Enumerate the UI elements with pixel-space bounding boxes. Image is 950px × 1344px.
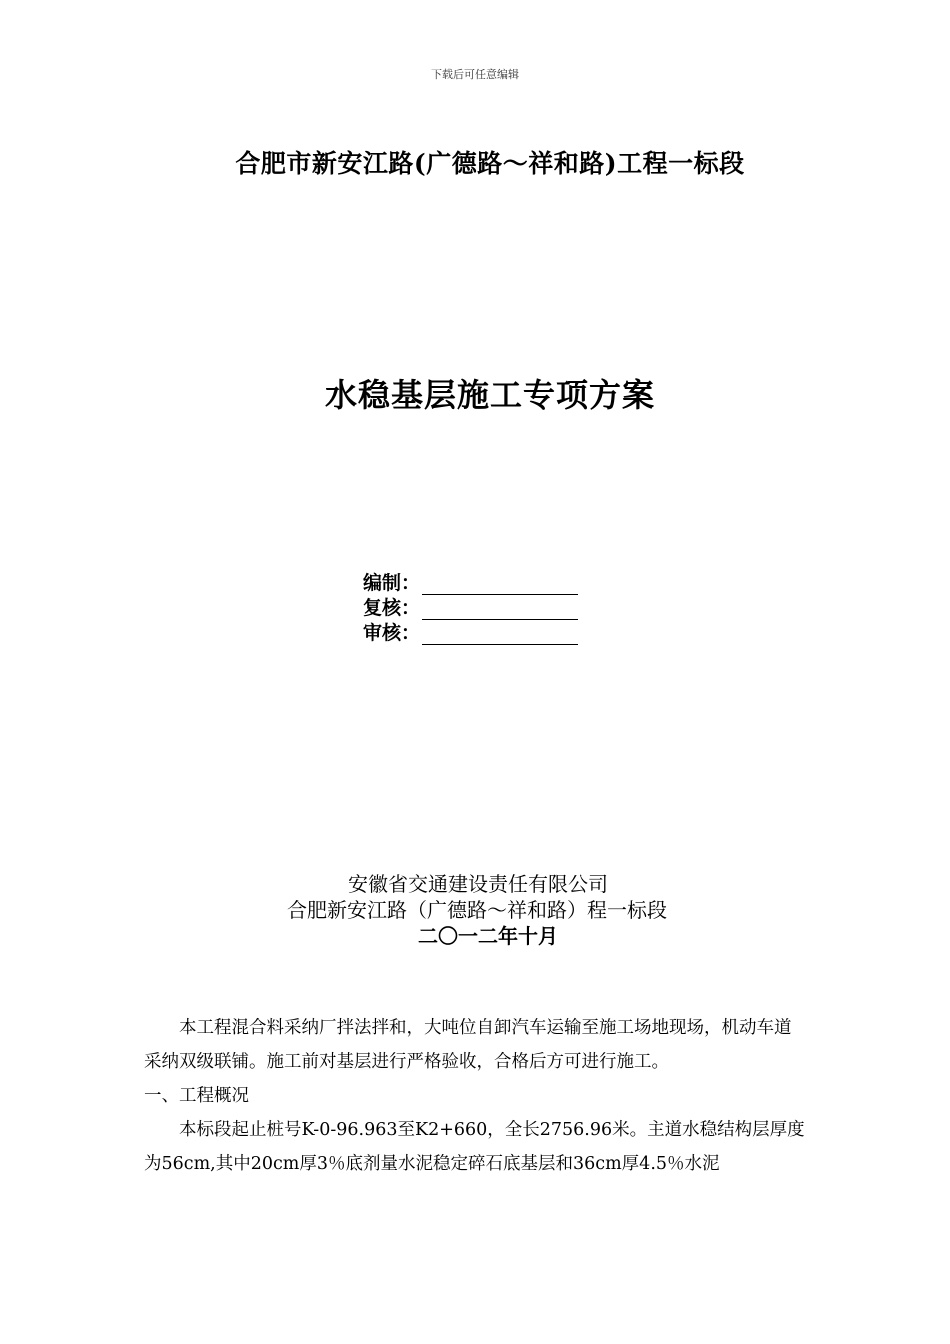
document-title: 水稳基层施工专项方案 — [324, 376, 655, 414]
project-section: 合肥新安江路（广德路～祥和路）程一标段 — [287, 898, 667, 922]
body-text — [144, 1011, 808, 1181]
signature-label: 审核： — [362, 622, 420, 644]
signature-row-compiler — [354, 570, 594, 595]
intro-paragraph: 本工程混合料采纳厂拌法拌和，大吨位自卸汽车运输至施工场地现场，机动车道采纳双级联铺。施工前对基层进行严格验收，合格后方可进行施工。 — [144, 1018, 792, 1072]
signature-row-auditor — [354, 620, 594, 645]
document-date: 二〇一二年十月 — [418, 924, 558, 948]
overview-paragraph: 本标段起止桩号K-0-96.963至K2+660，全长2756.96米。主道水稳结构层厚度为56cm,其中20cm厚3％底剂量水泥稳定碎石底基层和36cm厚4.5％水泥 — [144, 1120, 805, 1174]
section-heading: 一、工程概况 — [144, 1086, 249, 1106]
company-name: 安徽省交通建设责任有限公司 — [348, 872, 608, 896]
signature-label: 编制： — [362, 572, 420, 594]
signature-line — [422, 626, 578, 645]
signature-line — [422, 576, 578, 595]
signature-label: 复核： — [362, 597, 420, 619]
signature-row-reviewer — [354, 595, 594, 620]
header-note: 下载后可任意编辑 — [431, 68, 519, 81]
signature-block — [354, 570, 594, 645]
signature-line — [422, 601, 578, 620]
project-title: 合肥市新安江路(广德路～祥和路)工程一标段 — [235, 149, 745, 178]
